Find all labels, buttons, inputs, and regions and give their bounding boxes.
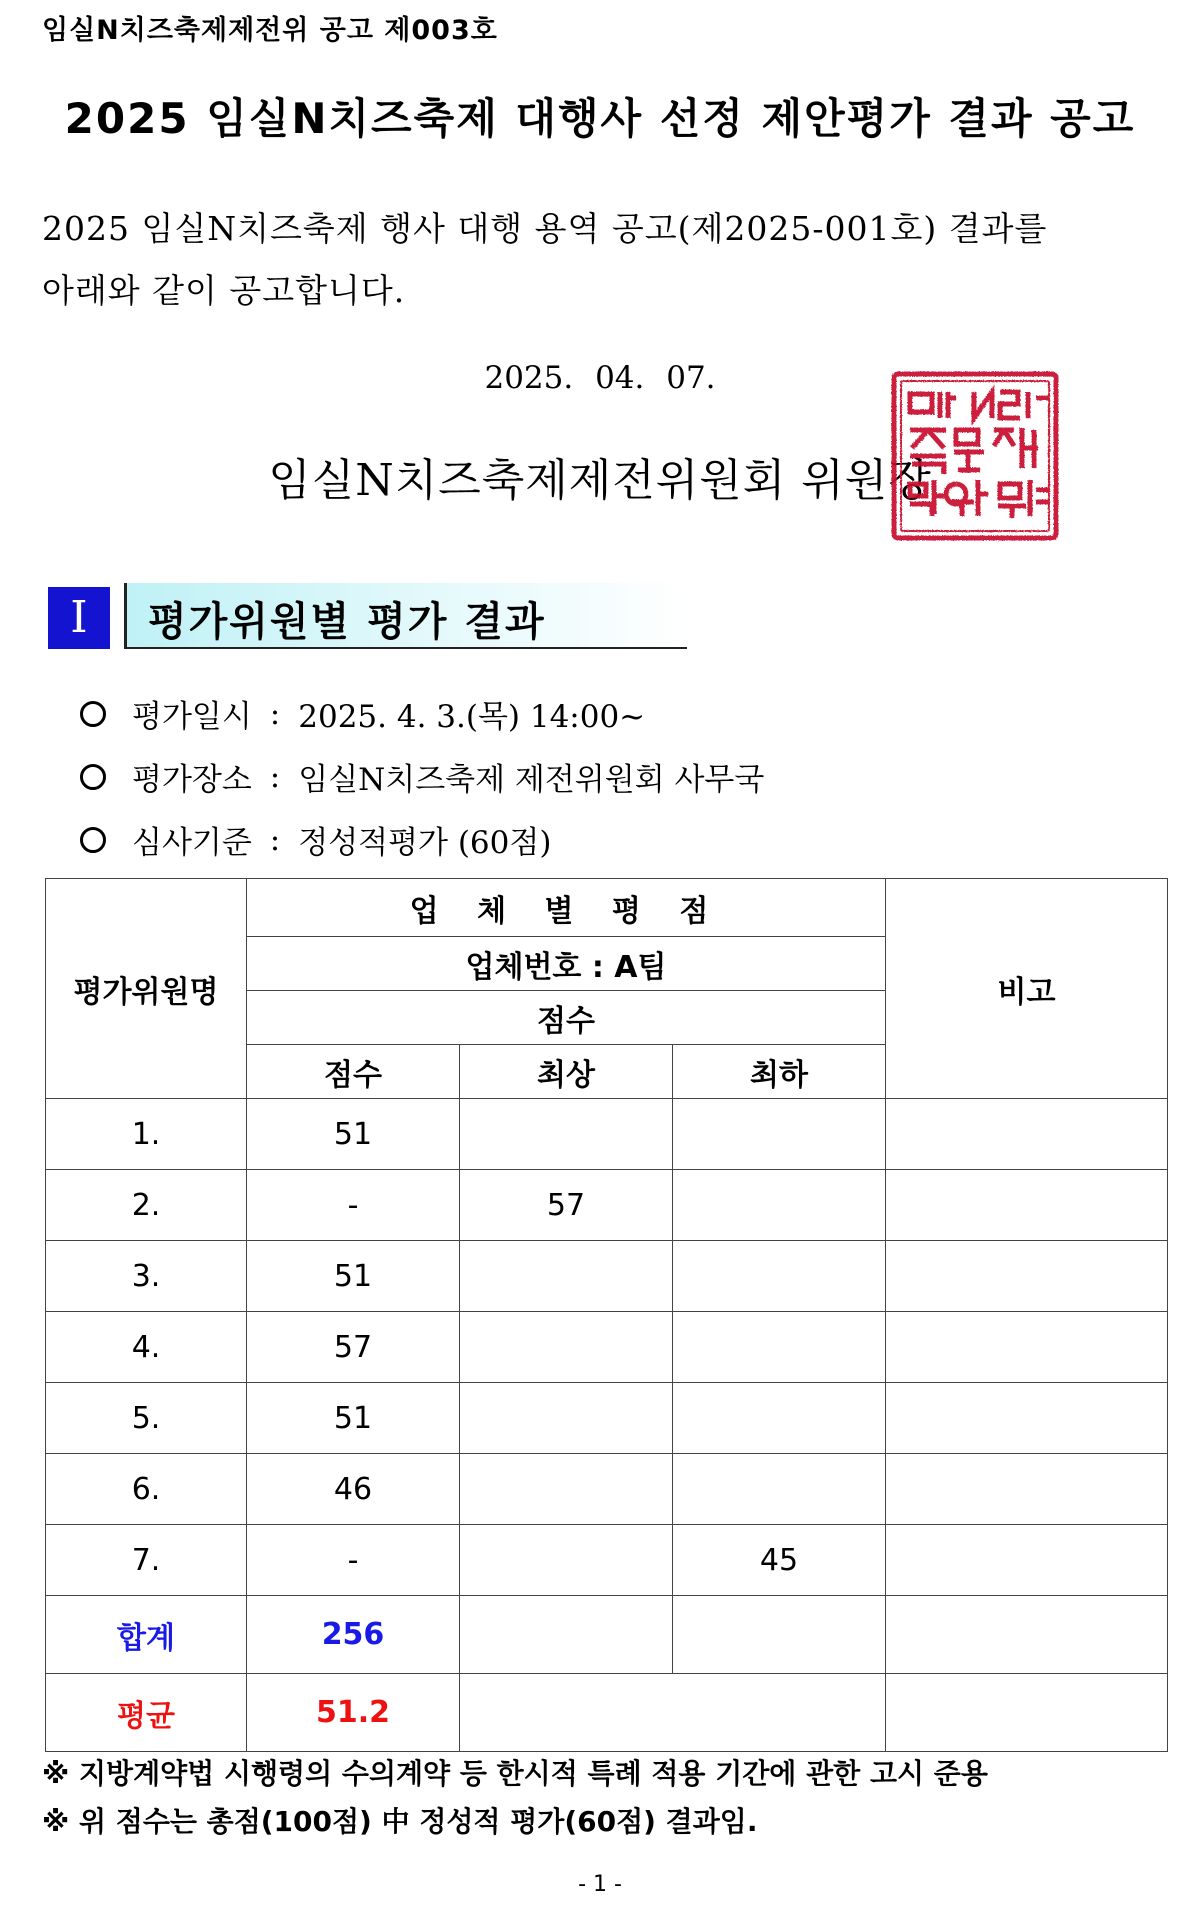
lowest-cell (673, 1312, 886, 1383)
evaluation-criteria-label: 심사기준 (132, 825, 252, 861)
total-row (46, 1596, 1168, 1674)
table-row (46, 1383, 1168, 1454)
committee-name: 1. (46, 1099, 247, 1170)
highest-cell (460, 1312, 673, 1383)
score-cell: 57 (247, 1312, 460, 1383)
header-company-number: 업체번호 : A팀 (247, 937, 886, 991)
subheader-lowest: 최하 (673, 1045, 886, 1099)
intro-line-2: 아래와 같이 공고합니다. (42, 271, 406, 310)
highest-cell (460, 1454, 673, 1525)
evaluation-criteria-value: 정성적평가 (60점) (298, 825, 552, 861)
table-row (46, 1454, 1168, 1525)
score-cell: - (247, 1170, 460, 1241)
table-row (46, 1312, 1168, 1383)
score-cell: - (247, 1525, 460, 1596)
table-row (46, 1241, 1168, 1312)
subheader-score: 점수 (247, 1045, 460, 1099)
score-cell: 51 (247, 1099, 460, 1170)
average-label: 평균 (46, 1674, 247, 1752)
footnotes (42, 1752, 988, 1848)
evaluation-date-value: 2025. 4. 3.(목) 14:00~ (298, 699, 646, 735)
committee-name: 6. (46, 1454, 247, 1525)
score-cell: 46 (247, 1454, 460, 1525)
table-row (46, 1099, 1168, 1170)
highest-cell (460, 1241, 673, 1312)
header-remarks: 비고 (886, 879, 1168, 1099)
evaluation-place-value: 임실N치즈축제 제전위원회 사무국 (298, 762, 765, 798)
header-committee: 평가위원명 (46, 879, 247, 1099)
footnote: ※ 지방계약법 시행령의 수의계약 등 한시적 특례 적용 기간에 관한 고시 준용 (42, 1757, 988, 1790)
lowest-cell (673, 1241, 886, 1312)
lowest-cell (673, 1099, 886, 1170)
average-remarks-cell (886, 1674, 1168, 1752)
average-value: 51.2 (247, 1674, 460, 1752)
remarks-cell (886, 1099, 1168, 1170)
section-number-badge: I (48, 587, 110, 649)
committee-name: 2. (46, 1170, 247, 1241)
subheader-highest: 최상 (460, 1045, 673, 1099)
circle-bullet-icon (80, 764, 106, 790)
remarks-cell (886, 1170, 1168, 1241)
committee-name: 3. (46, 1241, 247, 1312)
highest-cell: 57 (460, 1170, 673, 1241)
header-score-group: 점수 (247, 991, 886, 1045)
header-company-scores: 업 체 별 평 점 (247, 879, 886, 937)
intro-paragraph (42, 198, 1152, 322)
remarks-cell (886, 1454, 1168, 1525)
circle-bullet-icon (80, 827, 106, 853)
page-number: - 1 - (578, 1872, 622, 1897)
list-item: 심사기준 : 정성적평가 (60점) (80, 808, 764, 871)
remarks-cell (886, 1312, 1168, 1383)
committee-name: 5. (46, 1383, 247, 1454)
list-item: 평가장소 : 임실N치즈축제 제전위원회 사무국 (80, 745, 764, 808)
evaluation-place-label: 평가장소 (132, 762, 252, 798)
announcement-date: 2025. 04. 07. (484, 360, 716, 396)
lowest-cell (673, 1170, 886, 1241)
intro-line-1: 2025 임실N치즈축제 행사 대행 용역 공고(제2025-001호) 결과를 (42, 209, 1048, 248)
evaluation-date-label: 평가일시 (132, 699, 252, 735)
highest-cell (460, 1383, 673, 1454)
highest-cell (460, 1525, 673, 1596)
official-seal (888, 368, 1062, 544)
average-empty-cell (460, 1674, 886, 1752)
remarks-cell (886, 1383, 1168, 1454)
evaluation-result-table (45, 878, 1168, 1752)
notice-number: 임실N치즈축제제전위 공고 제003호 (42, 15, 498, 46)
total-remarks-cell (886, 1596, 1168, 1674)
total-lowest-cell (673, 1596, 886, 1674)
lowest-cell (673, 1383, 886, 1454)
list-item: 평가일시 : 2025. 4. 3.(목) 14:00~ (80, 682, 764, 745)
lowest-cell (673, 1454, 886, 1525)
lowest-cell: 45 (673, 1525, 886, 1596)
document-title: 2025 임실N치즈축제 대행사 선정 제안평가 결과 공고 (64, 94, 1136, 143)
evaluation-info-list (80, 682, 764, 871)
committee-name: 7. (46, 1525, 247, 1596)
circle-bullet-icon (80, 701, 106, 727)
remarks-cell (886, 1525, 1168, 1596)
total-value: 256 (247, 1596, 460, 1674)
highest-cell (460, 1099, 673, 1170)
table-row (46, 1170, 1168, 1241)
section-title: 평가위원별 평가 결과 (148, 599, 546, 645)
committee-name: 4. (46, 1312, 247, 1383)
footnote: ※ 위 점수는 총점(100점) 中 정성적 평가(60점) 결과임. (42, 1805, 758, 1838)
remarks-cell (886, 1241, 1168, 1312)
total-highest-cell (460, 1596, 673, 1674)
total-label: 합계 (46, 1596, 247, 1674)
score-cell: 51 (247, 1241, 460, 1312)
table-row (46, 1525, 1168, 1596)
average-row (46, 1674, 1168, 1752)
issuer-name: 임실N치즈축제제전위원회 위원장 (268, 455, 932, 506)
score-cell: 51 (247, 1383, 460, 1454)
